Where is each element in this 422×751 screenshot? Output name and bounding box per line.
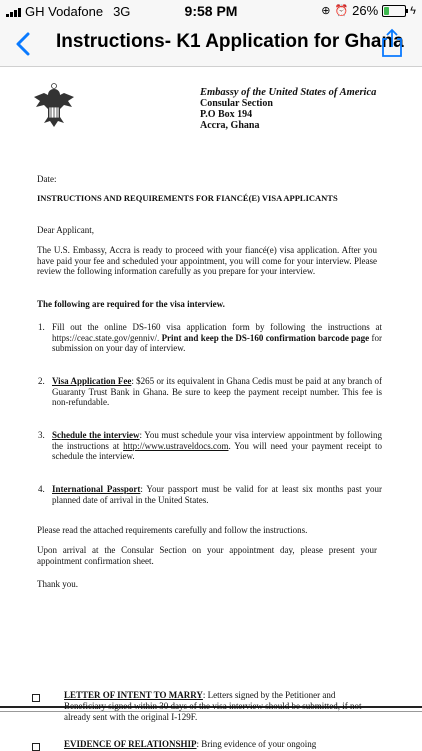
list-item [38, 322, 382, 354]
document-heading: INSTRUCTIONS AND REQUIREMENTS FOR FIANCÉ(E) VISA APPLICANTS [37, 193, 338, 203]
list-number: 4. [38, 484, 45, 494]
item-text: : Your passport must be valid for at least six months past your planned date of arrival in the United States. [52, 484, 382, 505]
date-label: Date: [37, 174, 57, 184]
status-bar [0, 0, 422, 22]
list-item [38, 430, 383, 462]
required-heading: The following are required for the visa interview. [37, 299, 225, 309]
city: Accra, Ghana [200, 120, 260, 131]
item-lead: Visa Application Fee [52, 376, 132, 386]
document-page [0, 67, 422, 750]
list-number: 1. [38, 322, 45, 332]
requirement-title: EVIDENCE OF RELATIONSHIP [64, 739, 197, 749]
item-bold-text: Print and keep the DS-160 confirmation barcode page [161, 332, 370, 343]
po-box: P.O Box 194 [200, 109, 253, 120]
requirement-item [64, 739, 364, 750]
item-text: Fill out the online DS-160 visa application form by following the instructions at https://ceac.state.gov/genniv/. [52, 322, 382, 343]
status-time: 9:58 PM [184, 3, 238, 19]
nav-bar [0, 22, 422, 67]
list-number: 2. [38, 376, 45, 386]
embassy-seal-icon [30, 83, 78, 135]
checkbox-icon [32, 694, 40, 702]
intro-paragraph: The U.S. Embassy, Accra is ready to proceed with your fiancé(e) visa application. After you have paid your fee and scheduled your appointment, you will come for your interview. Please review the following information carefully as you prepare for your interview. [37, 245, 377, 277]
requirement-text: : Bring evidence of your ongoing [196, 739, 317, 749]
status-right [321, 3, 416, 18]
battery-percent: 26% [352, 3, 379, 18]
item-lead: Schedule the interview [52, 430, 140, 440]
read-attached-text: Please read the attached requirements carefully and follow the instructions. [37, 525, 308, 535]
embassy-address [200, 87, 376, 131]
orientation-lock-icon: ⊕ [321, 5, 331, 17]
requirement-item [64, 690, 364, 723]
network-label: 3G [113, 4, 131, 19]
alarm-icon: ⏰ [334, 5, 349, 17]
carrier-label: GH Vodafone [25, 4, 104, 19]
item-text: : $265 or its equivalent in Ghana Cedis must be paid at any branch of Guaranty Trust Bank in Ghana. Be sure to keep the payment receipt number. This fee is non-refundable. [52, 376, 382, 408]
battery-fill [384, 7, 389, 15]
requirement-text: : Letters signed by the Petitioner and Beneficiary signed within 30 days of the visa interview should be submitted, if not already sent with the original I-129F. [64, 690, 362, 722]
thank-you: Thank you. [37, 579, 78, 589]
list-number: 3. [38, 430, 45, 440]
battery-icon [382, 5, 406, 17]
ustraveldocs-link[interactable]: http://www.ustraveldocs.com [123, 440, 229, 451]
embassy-name: Embassy of the United States of America [200, 87, 377, 98]
share-icon[interactable] [380, 28, 404, 58]
item-tail-text: for submission on your day of interview. [52, 332, 382, 354]
nav-title: Instructions- K1 Application for Ghana [56, 31, 404, 52]
back-chevron-icon[interactable] [10, 28, 38, 60]
requirement-title: LETTER OF INTENT TO MARRY [64, 690, 203, 700]
item-lead: International Passport [52, 484, 141, 494]
arrival-text: Upon arrival at the Consular Section on your appointment day, please present your appointment confirmation sheet. [37, 545, 377, 566]
list-item [38, 484, 382, 505]
list-item [38, 376, 382, 408]
charging-icon: ϟ [410, 4, 416, 17]
greeting: Dear Applicant, [37, 225, 94, 235]
item-text: : You must schedule your visa interview appointment by following the instructions at [52, 430, 382, 451]
item-tail-text: . You will need your payment receipt to schedule the interview. [52, 440, 383, 462]
consular-section: Consular Section [200, 98, 273, 109]
